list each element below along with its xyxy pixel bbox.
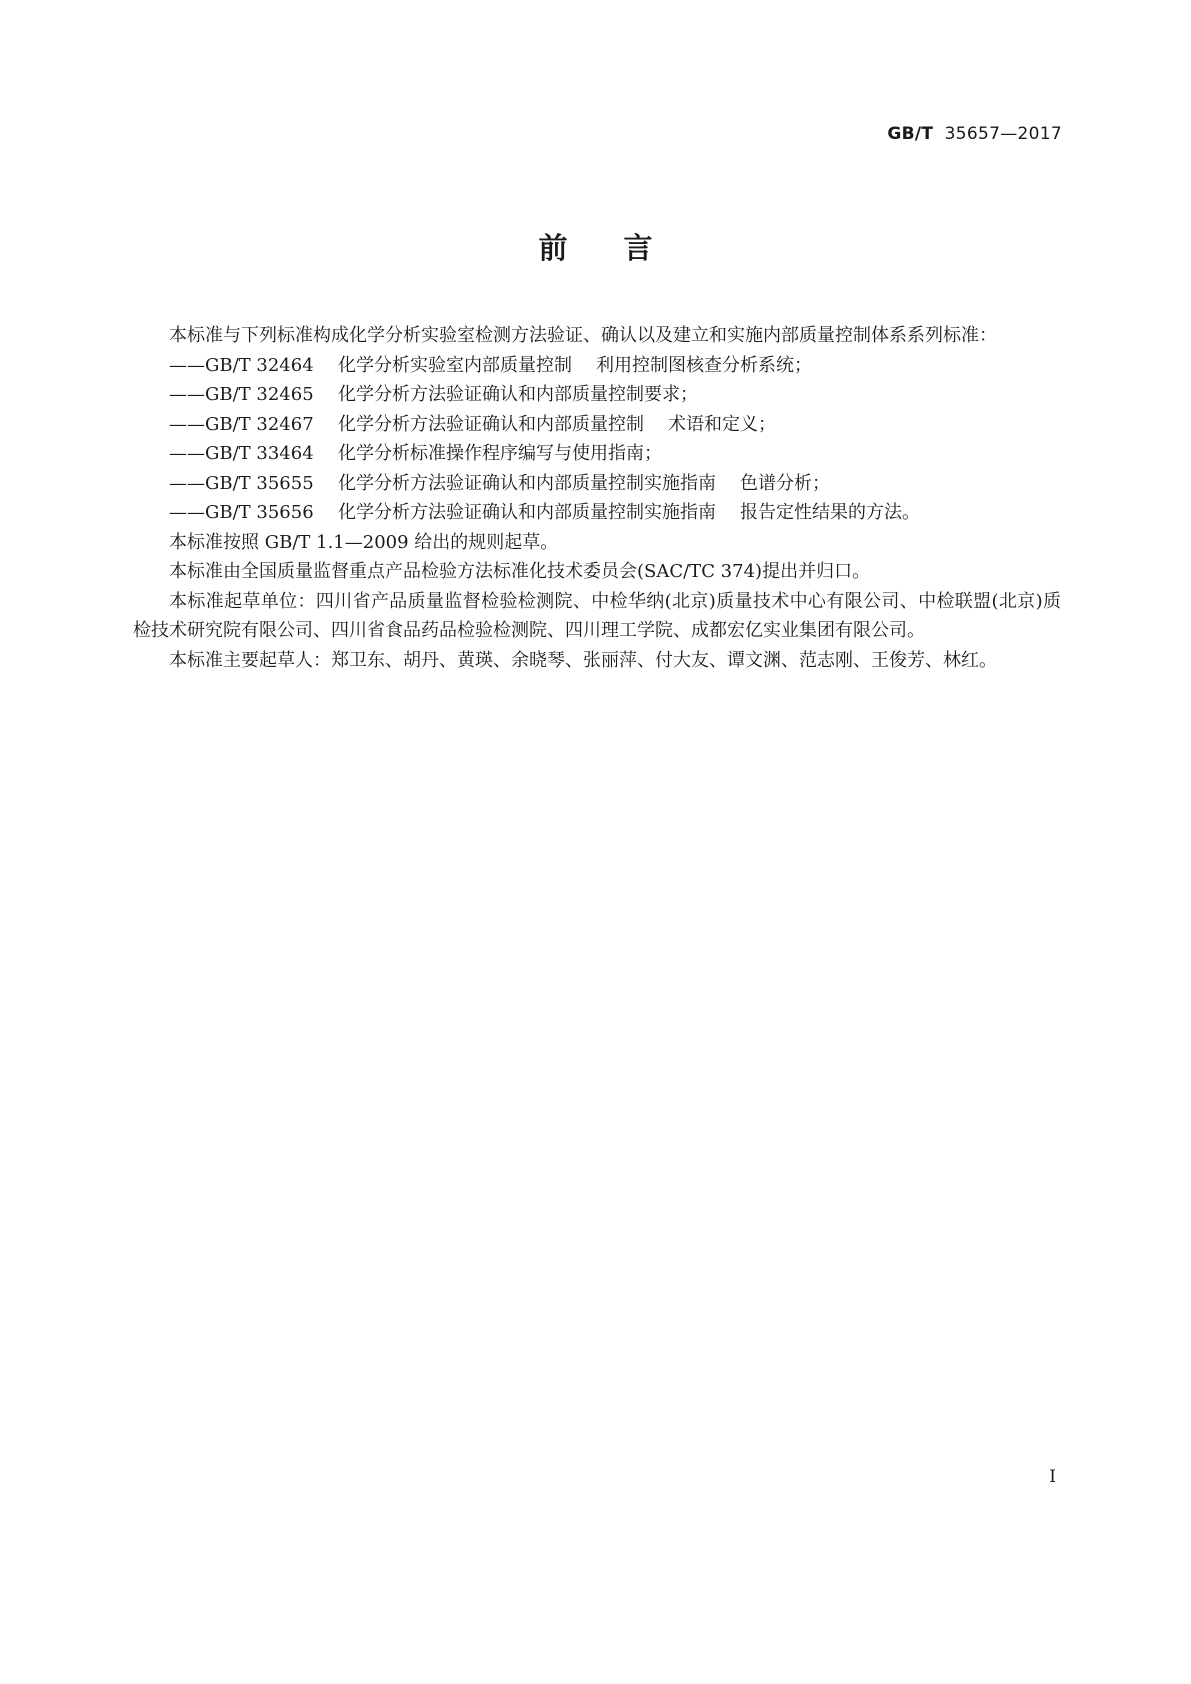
list-item-title: 化学分析方法验证确认和内部质量控制实施指南 bbox=[338, 502, 716, 523]
list-item-title: 化学分析标准操作程序编写与使用指南； bbox=[338, 443, 662, 464]
list-item-subtitle: 利用控制图核查分析系统； bbox=[596, 354, 812, 376]
list-item-subtitle: 术语和定义； bbox=[668, 413, 776, 435]
list-dash: —— bbox=[169, 413, 205, 435]
intro-paragraph: 本标准与下列标准构成化学分析实验室检测方法验证、确认以及建立和实施内部质量控制体系系列标准： bbox=[169, 325, 997, 346]
list-item bbox=[133, 351, 1061, 381]
list-dash: —— bbox=[169, 443, 205, 464]
drafting-units-paragraph: 本标准起草单位：四川省产品质量监督检验检测院、中检华纳(北京)质量技术中心有限公司、中检联盟(北京)质检技术研究院有限公司、四川省食品药品检验检测院、四川理工学院、成都宏亿实业集团有限公司。 bbox=[133, 590, 1061, 641]
page-title: 前言 bbox=[538, 231, 709, 265]
list-dash: —— bbox=[169, 384, 205, 405]
list-item bbox=[133, 380, 1061, 410]
list-item-title: 化学分析方法验证确认和内部质量控制实施指南 bbox=[338, 472, 716, 494]
document-body bbox=[133, 321, 1061, 675]
list-item bbox=[133, 439, 1061, 469]
list-item-code: GB/T 33464 bbox=[205, 443, 314, 464]
list-item-title: 化学分析实验室内部质量控制 bbox=[338, 354, 572, 376]
list-item-code: GB/T 35655 bbox=[205, 472, 314, 494]
list-item bbox=[133, 498, 1061, 528]
drafters-paragraph: 本标准主要起草人：郑卫东、胡丹、黄瑛、余晓琴、张丽萍、付大友、谭文渊、范志刚、王俊芳、林红。 bbox=[169, 649, 997, 671]
list-item bbox=[133, 469, 1061, 499]
drafting-rules-paragraph: 本标准按照 GB/T 1.1—2009 给出的规则起草。 bbox=[169, 531, 559, 553]
standard-code-prefix: GB/T bbox=[887, 124, 934, 144]
list-item-title: 化学分析方法验证确认和内部质量控制要求； bbox=[338, 384, 698, 405]
page-number: I bbox=[1049, 1467, 1056, 1487]
list-item-code: GB/T 32464 bbox=[205, 354, 314, 376]
list-item-subtitle: 报告定性结果的方法。 bbox=[740, 502, 920, 523]
standards-list bbox=[133, 351, 1061, 528]
standard-code bbox=[887, 124, 1062, 144]
standard-code-number: 35657—2017 bbox=[944, 124, 1062, 144]
list-item-title: 化学分析方法验证确认和内部质量控制 bbox=[338, 413, 644, 435]
list-dash: —— bbox=[169, 354, 205, 376]
list-dash: —— bbox=[169, 502, 205, 523]
proposer-paragraph: 本标准由全国质量监督重点产品检验方法标准化技术委员会(SAC/TC 374)提出并归口。 bbox=[169, 561, 871, 582]
list-item-code: GB/T 32467 bbox=[205, 413, 314, 435]
list-dash: —— bbox=[169, 472, 205, 494]
list-item-subtitle: 色谱分析； bbox=[740, 472, 830, 494]
list-item bbox=[133, 410, 1061, 440]
list-item-code: GB/T 32465 bbox=[205, 384, 314, 405]
list-item-code: GB/T 35656 bbox=[205, 502, 314, 523]
